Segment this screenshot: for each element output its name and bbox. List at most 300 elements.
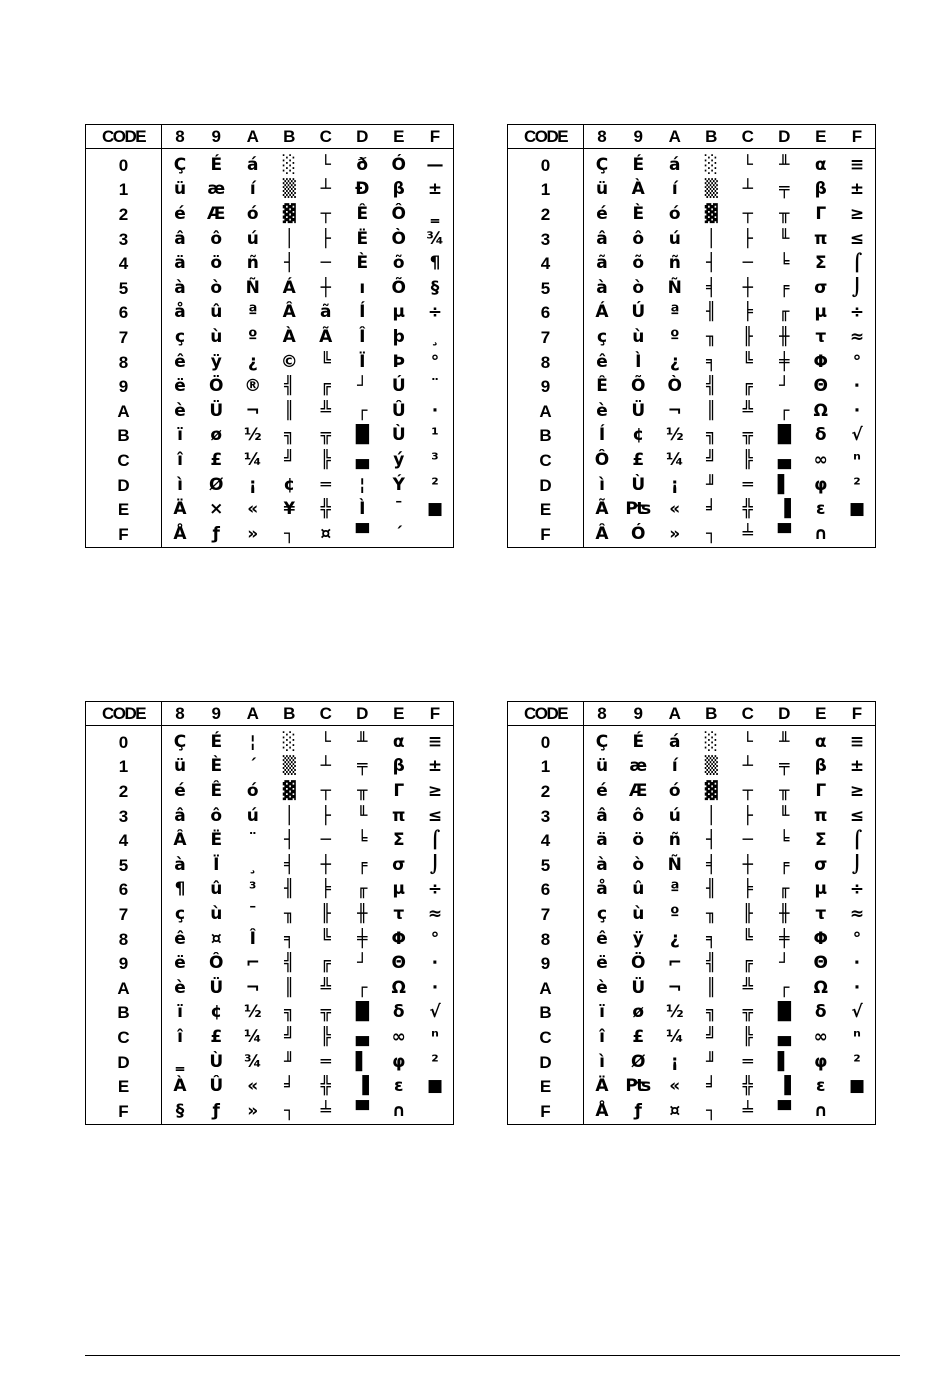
char-cell: ─ (320, 830, 331, 851)
char-cell: ╫ (357, 903, 368, 924)
table-row (86, 878, 454, 903)
table-row (86, 976, 454, 1001)
char-cell: ┤ (284, 830, 295, 851)
char-cell: « (669, 499, 681, 520)
column-header: C (308, 702, 345, 726)
table-row (508, 251, 876, 276)
code-table-top-left (85, 124, 454, 548)
table-row (86, 804, 454, 829)
row-code: 6 (86, 878, 162, 903)
char-cell: ╬ (742, 499, 753, 520)
char-cell: ƒ (212, 1100, 220, 1121)
char-cell: ñ (246, 253, 259, 274)
char-cell: δ (814, 1002, 827, 1023)
table-row (86, 301, 454, 326)
char-cell: ¸ (430, 326, 440, 347)
char-cell: ¸ (248, 854, 257, 875)
char-cell: ç (174, 903, 186, 924)
char-cell: ú (246, 228, 259, 249)
char-cell: ╡ (706, 854, 717, 875)
table-row (86, 350, 454, 375)
char-cell: ╝ (706, 449, 717, 470)
char-cell: Ö (631, 953, 646, 974)
char-cell: « (247, 1076, 259, 1097)
char-cell: β (814, 179, 827, 200)
code-table-top-right (507, 124, 876, 548)
char-cell: φ (814, 474, 828, 495)
char-cell: â (596, 805, 608, 826)
row-code: E (86, 497, 162, 522)
char-cell: ┬ (320, 780, 331, 801)
char-cell: ¯ (248, 903, 257, 924)
char-cell: ▐ (355, 1076, 369, 1097)
table-row (508, 951, 876, 976)
row-code: F (86, 1099, 162, 1124)
char-cell: ⁿ (431, 1026, 439, 1047)
row-code: C (508, 448, 584, 473)
char-cell: δ (392, 1002, 405, 1023)
table-row (86, 1050, 454, 1075)
char-cell: ã (596, 253, 608, 274)
char-cell: σ (814, 277, 828, 298)
table-row (86, 448, 454, 473)
char-cell: ╩ (742, 977, 753, 998)
char-cell: ╔ (320, 376, 331, 397)
char-cell: ▒ (704, 179, 718, 200)
column-header: 8 (162, 702, 199, 726)
char-cell: ╖ (706, 326, 717, 347)
char-cell: á (669, 154, 681, 175)
char-cell: ë (174, 376, 186, 397)
char-cell: ╞ (320, 879, 331, 900)
char-cell: ╣ (284, 953, 295, 974)
column-header: F (839, 125, 876, 149)
char-cell (417, 522, 454, 547)
table-row (508, 828, 876, 853)
char-cell: Þ (392, 351, 406, 372)
char-cell: ø (632, 1002, 645, 1023)
row-code: E (86, 1074, 162, 1099)
char-cell: ∩ (813, 523, 828, 544)
char-cell: · (431, 400, 439, 421)
char-cell: ╗ (706, 425, 717, 446)
char-cell: └ (320, 154, 331, 175)
char-cell: ⌠ (851, 253, 863, 274)
char-cell: Σ (814, 253, 827, 274)
table-row (508, 149, 876, 178)
char-cell: ü (173, 756, 187, 777)
column-header: C (730, 702, 767, 726)
char-cell: ▓ (282, 203, 296, 224)
char-cell: è (596, 400, 608, 421)
char-cell: ¬ (667, 400, 682, 421)
char-cell: ╘ (779, 830, 790, 851)
char-cell: ║ (284, 400, 295, 421)
char-cell: ⌐ (667, 953, 682, 974)
char-cell: ╧ (742, 523, 753, 544)
char-cell: ì (599, 1051, 605, 1072)
table-row (508, 804, 876, 829)
char-cell: Ì (359, 499, 366, 520)
char-cell: À (173, 1076, 187, 1097)
char-cell: ö (210, 253, 223, 274)
char-cell: Ü (209, 977, 224, 998)
char-cell: ¶ (429, 253, 441, 274)
char-cell: ≥ (427, 780, 443, 801)
row-code: 2 (86, 779, 162, 804)
char-cell: ý (393, 449, 405, 470)
char-cell: Ê (356, 203, 369, 224)
char-cell: ¤ (320, 523, 332, 544)
char-cell: í (249, 179, 256, 200)
char-cell: ╕ (706, 928, 717, 949)
char-cell: Ï (359, 351, 366, 372)
char-cell: é (596, 203, 608, 224)
char-cell: ┐ (284, 523, 295, 544)
char-cell: £ (210, 449, 223, 470)
char-cell: Θ (813, 953, 828, 974)
char-cell: ■ (848, 499, 866, 520)
char-cell: ü (595, 179, 609, 200)
char-cell: ▄ (355, 1026, 369, 1047)
char-cell: ┘ (779, 376, 790, 397)
char-cell: │ (284, 228, 295, 249)
column-header: 8 (584, 125, 621, 149)
char-cell: ï (177, 425, 183, 446)
row-code: 7 (508, 902, 584, 927)
char-cell: ║ (706, 977, 717, 998)
char-cell: ┬ (742, 780, 753, 801)
char-cell: ▌ (777, 1051, 791, 1072)
char-cell: ± (427, 179, 443, 200)
char-cell: ╫ (779, 326, 790, 347)
char-cell: ⌡ (851, 854, 863, 875)
char-cell: ä (596, 830, 608, 851)
char-cell: α (392, 731, 405, 752)
char-cell: ¤ (669, 1100, 681, 1121)
char-cell: ó (668, 780, 681, 801)
char-cell: Á (282, 277, 296, 298)
char-cell: ¡ (670, 1051, 679, 1072)
column-header: A (235, 125, 272, 149)
char-cell: á (247, 154, 259, 175)
char-cell: ¼ (243, 1026, 262, 1047)
char-cell: ⌡ (851, 277, 863, 298)
char-cell: ¤ (210, 928, 222, 949)
char-cell: ó (668, 203, 681, 224)
char-cell: ├ (742, 228, 753, 249)
column-header: 8 (162, 125, 199, 149)
row-code: F (508, 1099, 584, 1124)
char-cell: Ã (595, 499, 609, 520)
char-cell: ┬ (742, 203, 753, 224)
char-cell: ¼ (665, 1026, 684, 1047)
char-cell: í (671, 756, 678, 777)
char-cell: ▀ (777, 1100, 791, 1121)
char-cell: ³ (249, 879, 257, 900)
char-cell: ┴ (320, 756, 331, 777)
table-row (508, 1050, 876, 1075)
char-cell: δ (814, 425, 827, 446)
char-cell: ╚ (320, 928, 331, 949)
table-row (508, 853, 876, 878)
row-code: 3 (508, 227, 584, 252)
char-cell: ╒ (779, 277, 790, 298)
char-cell: ₧ (625, 499, 652, 520)
char-cell: È (632, 203, 645, 224)
char-cell: ı (359, 277, 366, 298)
char-cell: Σ (392, 830, 405, 851)
char-cell: ¯ (394, 499, 403, 520)
column-header: D (766, 125, 803, 149)
char-cell: ┤ (706, 253, 717, 274)
char-cell: ñ (668, 830, 681, 851)
char-cell: ª (247, 302, 258, 323)
char-cell: £ (210, 1026, 223, 1047)
char-cell: Ω (391, 977, 406, 998)
char-cell: ▀ (777, 523, 791, 544)
char-cell: ƒ (212, 523, 220, 544)
row-code: D (86, 473, 162, 498)
row-code: 2 (508, 779, 584, 804)
char-cell: ¬ (667, 977, 682, 998)
table-row (508, 755, 876, 780)
row-code: D (86, 1050, 162, 1075)
char-cell: ╫ (779, 903, 790, 924)
char-cell: ² (431, 1051, 439, 1072)
char-cell: ┬ (320, 203, 331, 224)
row-code: 5 (86, 276, 162, 301)
row-code: 0 (508, 149, 584, 178)
char-cell: Γ (815, 203, 827, 224)
char-cell: É (210, 154, 223, 175)
char-cell: Θ (391, 953, 406, 974)
char-cell: Õ (631, 376, 646, 397)
char-cell: ú (246, 805, 259, 826)
column-header: E (803, 702, 840, 726)
column-header: 9 (198, 702, 235, 726)
row-code: 1 (86, 755, 162, 780)
char-cell: τ (393, 903, 405, 924)
char-cell: æ (207, 179, 226, 200)
char-cell: ╦ (742, 1002, 753, 1023)
char-cell: ║ (706, 400, 717, 421)
char-cell: ± (849, 756, 865, 777)
row-code: B (86, 1001, 162, 1026)
char-cell: æ (629, 756, 648, 777)
char-cell: « (247, 499, 259, 520)
row-code: C (86, 1025, 162, 1050)
column-header: 9 (620, 702, 657, 726)
table-row (86, 424, 454, 449)
row-code: B (86, 424, 162, 449)
char-cell: Ë (210, 830, 223, 851)
char-cell: ╧ (742, 1100, 753, 1121)
char-cell: ú (668, 805, 681, 826)
row-code: C (86, 448, 162, 473)
char-cell: ≈ (849, 326, 865, 347)
char-cell: ⌠ (429, 830, 441, 851)
char-cell: ╘ (779, 253, 790, 274)
char-cell: ¨ (430, 376, 440, 397)
table-row (508, 227, 876, 252)
table-row (86, 149, 454, 178)
column-header: F (839, 702, 876, 726)
char-cell: Ä (173, 499, 187, 520)
char-cell: ╣ (706, 376, 717, 397)
char-cell: ô (632, 228, 645, 249)
char-cell: ├ (742, 805, 753, 826)
char-cell: │ (284, 805, 295, 826)
char-cell: Γ (815, 780, 827, 801)
char-cell: ≥ (849, 203, 865, 224)
char-cell: ─ (742, 830, 753, 851)
char-cell: ═ (320, 474, 331, 495)
char-cell: τ (815, 326, 827, 347)
char-cell: ┌ (779, 977, 790, 998)
char-cell: ï (599, 1002, 605, 1023)
char-cell: █ (777, 425, 791, 446)
row-code: 0 (86, 149, 162, 178)
char-cell: Ç (595, 731, 609, 752)
table-row (508, 902, 876, 927)
char-cell: é (174, 780, 186, 801)
char-cell: ▒ (282, 179, 296, 200)
char-cell: ∙ (853, 376, 861, 397)
char-cell: · (853, 977, 861, 998)
table-row (86, 951, 454, 976)
row-code: 0 (508, 726, 584, 755)
table-row (86, 399, 454, 424)
char-cell: ╪ (779, 928, 790, 949)
char-cell: ▒ (704, 756, 718, 777)
char-cell: β (814, 756, 827, 777)
char-cell: â (174, 228, 186, 249)
char-cell: ╞ (742, 879, 753, 900)
char-cell: ε (394, 1076, 404, 1097)
char-cell: º (669, 903, 680, 924)
char-cell: È (210, 756, 223, 777)
char-cell: ⁿ (853, 1026, 861, 1047)
char-cell: Ç (173, 731, 187, 752)
char-cell: ▀ (355, 1100, 369, 1121)
char-cell: è (174, 400, 186, 421)
char-cell: à (174, 854, 186, 875)
table-row (86, 325, 454, 350)
char-cell: Φ (391, 928, 406, 949)
char-cell: ¡ (248, 474, 257, 495)
char-cell: Á (595, 302, 609, 323)
char-cell: ‗ (430, 203, 440, 224)
char-cell: ╤ (779, 756, 790, 777)
char-cell: ═ (742, 1051, 753, 1072)
char-cell: Õ (391, 277, 406, 298)
char-cell: │ (706, 228, 717, 249)
char-cell: Ã (319, 326, 333, 347)
row-code: 6 (86, 301, 162, 326)
char-cell: ⁿ (853, 449, 861, 470)
char-cell: φ (392, 1051, 406, 1072)
code-header: CODE (86, 125, 162, 149)
char-cell: ∙ (431, 953, 439, 974)
row-code: F (86, 522, 162, 547)
table-row (508, 779, 876, 804)
char-cell: î (177, 1026, 183, 1047)
char-cell: ∩ (391, 1100, 406, 1121)
char-cell: ▄ (777, 1026, 791, 1047)
char-cell: ┌ (357, 400, 368, 421)
char-cell: ╦ (320, 1002, 331, 1023)
char-cell: ═ (320, 1051, 331, 1072)
table-row (86, 1025, 454, 1050)
char-cell: µ (814, 302, 827, 323)
char-cell: ú (668, 228, 681, 249)
table-row (508, 927, 876, 952)
char-cell: ⌐ (245, 953, 260, 974)
char-cell: Â (173, 830, 187, 851)
row-code: 4 (86, 828, 162, 853)
row-code: 4 (508, 828, 584, 853)
char-cell: ╗ (284, 1002, 295, 1023)
char-cell: Â (282, 302, 296, 323)
table-row (508, 522, 876, 547)
char-cell: ª (669, 879, 680, 900)
column-header: C (308, 125, 345, 149)
table-row (86, 251, 454, 276)
char-cell: ┌ (779, 400, 790, 421)
char-cell: Ê (210, 780, 223, 801)
char-cell: ø (210, 425, 223, 446)
char-cell: ░ (282, 154, 296, 175)
char-cell: ─ (320, 253, 331, 274)
row-code: C (508, 1025, 584, 1050)
char-cell: ╠ (320, 449, 331, 470)
char-cell: ╢ (706, 302, 717, 323)
char-cell: ½ (665, 425, 684, 446)
char-cell: Ü (631, 400, 646, 421)
char-cell: Å (173, 523, 187, 544)
char-cell: ô (210, 228, 223, 249)
char-cell: ┐ (706, 523, 717, 544)
code-header: CODE (86, 702, 162, 726)
row-code: D (508, 473, 584, 498)
char-cell: ¨ (248, 830, 257, 851)
char-cell: √ (851, 1002, 863, 1023)
char-cell: ┤ (284, 253, 295, 274)
char-cell: ü (173, 179, 187, 200)
char-cell: â (596, 228, 608, 249)
char-cell: À (282, 326, 296, 347)
char-cell: ■ (426, 1076, 444, 1097)
char-cell: ³ (431, 449, 439, 470)
char-cell: Ç (595, 154, 609, 175)
char-cell: Ó (391, 154, 406, 175)
char-cell: ¬ (245, 977, 260, 998)
char-cell: Ù (391, 425, 406, 446)
char-cell: § (175, 1100, 185, 1121)
char-cell: ▄ (777, 449, 791, 470)
char-cell: σ (814, 854, 828, 875)
char-cell: ù (210, 903, 223, 924)
row-code: A (508, 399, 584, 424)
char-cell: õ (392, 253, 405, 274)
char-cell: Ô (209, 953, 224, 974)
char-cell: Ä (595, 1076, 609, 1097)
char-cell: í (671, 179, 678, 200)
char-cell: é (174, 203, 186, 224)
char-cell: σ (392, 854, 406, 875)
char-cell: ∙ (853, 953, 861, 974)
